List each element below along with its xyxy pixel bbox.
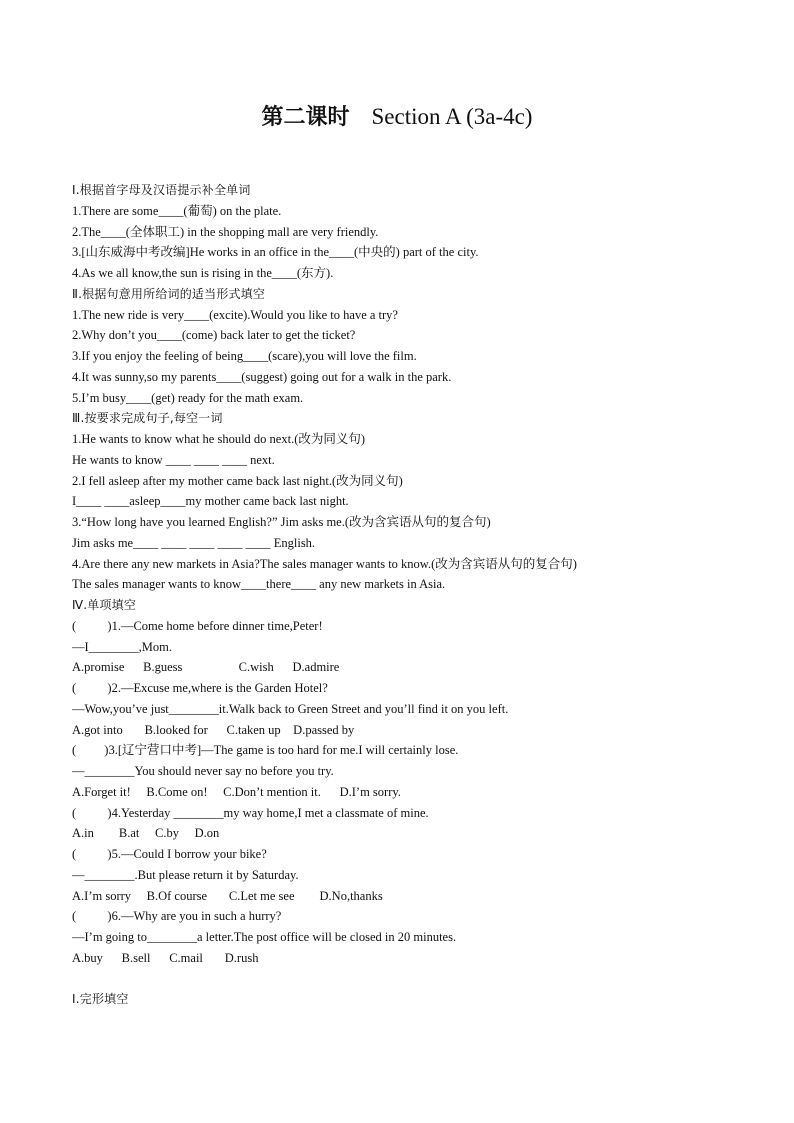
blank-line [72,969,722,990]
title-chinese: 第二课时 [261,105,350,130]
exercise-line: —I’m going to________a letter.The post office will be closed in 20 minutes. [72,930,457,944]
exercise-line: —________You should never say no before you try. [72,764,334,778]
exercise-line: 2.Why don’t you____(come) back later to get the ticket? [72,328,356,343]
section-heading: Ⅱ.根据句意用所给词的适当形式填空 [72,286,266,301]
exercise-line: 4.It was sunny,so my parents____(suggest) going out for a walk in the park. [72,369,452,384]
section-heading: Ⅰ.完形填空 [72,992,129,1007]
exercise-line: 2.I fell asleep after my mother came back last night.(改为同义句) [72,473,403,488]
section-heading: Ⅲ.按要求完成句子,每空一词 [72,411,223,426]
exercise-line: A.buy B.sell C.mail D.rush [72,950,259,965]
section-heading: Ⅰ.根据首字母及汉语提示补全单词 [72,183,251,197]
exercise-line: I____ ____asleep____my mother came back last night. [72,494,349,509]
exercise-line: 3.“How long have you learned English?” Jim asks me.(改为含宾语从句的复合句) [72,515,491,529]
exercise-line: ( )1.—Come home before dinner time,Peter! [72,618,323,633]
exercise-line: 4.Are there any new markets in Asia?The sales manager wants to know.(改为含宾语从句的复合句) [72,556,577,571]
exercise-line: 3.If you enjoy the feeling of being____(scare),you will love the film. [72,349,417,363]
exercise-line: 1.He wants to know what he should do next.(改为同义句) [72,432,366,446]
exercise-line: 5.I’m busy____(get) ready for the math exam. [72,390,304,405]
exercise-line: ( )3.[辽宁营口中考]—The game is too hard for me.I will certainly lose. [72,743,459,758]
exercise-line: 1.There are some____(葡萄) on the plate. [72,203,282,218]
exercise-line: He wants to know ____ ____ ____ next. [72,452,275,467]
exercise-line: The sales manager wants to know____there____ any new markets in Asia. [72,577,446,592]
exercise-line: 4.As we all know,the sun is rising in the____(东方). [72,266,334,280]
page-title [0,101,794,134]
exercise-line: A.I’m sorry B.Of course C.Let me see D.No,thanks [72,888,383,903]
exercise-line: Jim asks me____ ____ ____ ____ ____ English. [72,535,316,550]
exercise-line: ( )4.Yesterday ________my way home,I met a classmate of mine. [72,805,429,820]
exercise-line: 2.The____(全体职工) in the shopping mall are very friendly. [72,224,379,239]
exercise-line: —________.But please return it by Saturday. [72,867,299,882]
exercise-line: ( )5.—Could I borrow your bike? [72,847,267,861]
exercise-line: ( )6.—Why are you in such a hurry? [72,909,282,924]
exercise-line: A.in B.at C.by D.on [72,826,220,841]
exercise-content [72,180,722,1010]
section-heading: Ⅳ.单项填空 [72,598,137,612]
exercise-line: A.got into B.looked for C.taken up D.passed by [72,722,355,737]
exercise-line: —Wow,you’ve just________it.Walk back to Green Street and you’ll find it on you left. [72,701,509,716]
exercise-line: 1.The new ride is very____(excite).Would you like to have a try? [72,307,398,322]
exercise-line: A.promise B.guess C.wish D.admire [72,660,340,675]
exercise-line: A.Forget it! B.Come on! C.Don’t mention it. D.I’m sorry. [72,784,401,799]
title-english: Section A (3a-4c) [371,104,533,129]
exercise-line: —I________,Mom. [72,639,172,654]
exercise-line: ( )2.—Excuse me,where is the Garden Hotel? [72,681,328,695]
exercise-line: 3.[山东威海中考改编]He works in an office in the____(中央的) part of the city. [72,245,479,260]
